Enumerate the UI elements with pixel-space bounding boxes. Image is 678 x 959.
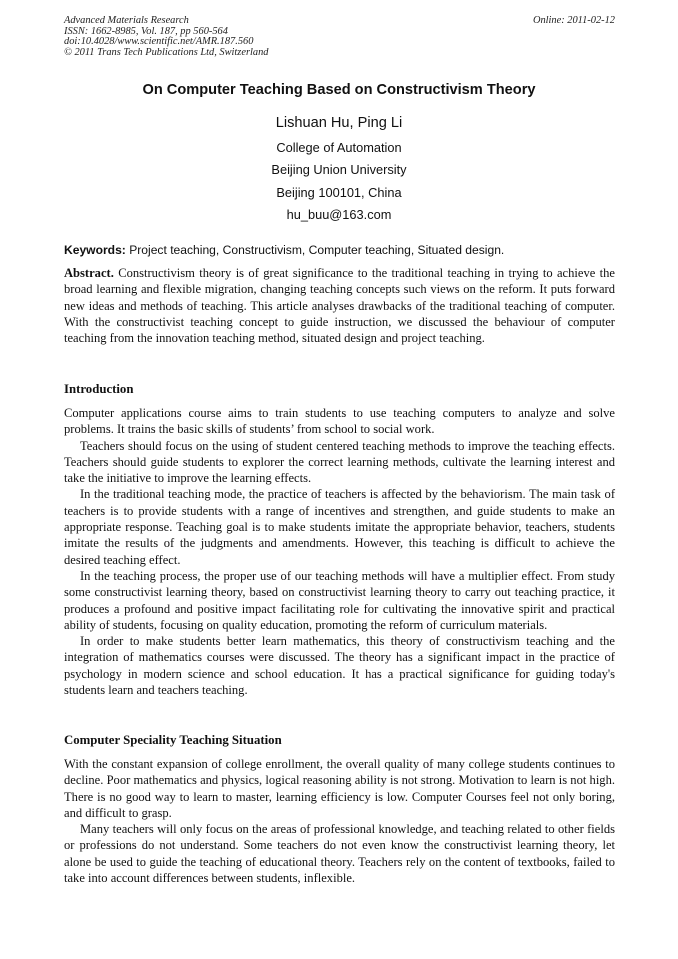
paper-title: On Computer Teaching Based on Constructivism Theory xyxy=(142,82,536,98)
abstract-text: Constructivism theory is of great significance to the traditional teaching in trying to achieve the broad learning and flexible migration, changing teaching concepts such views on the reform. It puts forward new ideas and methods of teaching. This article analyses drawbacks of the traditional teaching of computer. With the constructivist teaching concept to guide instruction, we discussed the behaviour of computer teaching from the innovation teaching method, situated design and project teaching. xyxy=(64,266,615,346)
keywords-label: Keywords: xyxy=(64,243,126,257)
journal-header xyxy=(64,16,615,58)
paragraph: In the traditional teaching mode, the practice of teachers is affected by the behaviorism. The main task of teachers is to provide students with a range of incentives and strengthen, and guide students to make an appropriate response. Teaching goal is to make students imitate the appropriate behavior, teachers, students imitate the results of the judgments and amendments. However, this teaching is difficult to achieve the desired teaching effect. xyxy=(64,487,615,567)
author-email: hu_buu@163.com xyxy=(286,207,392,222)
teaching-situation-body xyxy=(64,756,615,886)
affiliation-university: Beijing Union University xyxy=(271,162,407,177)
online-date: Online: 2011-02-12 xyxy=(532,15,615,26)
keywords-text: Project teaching, Constructivism, Computer teaching, Situated design. xyxy=(125,243,505,257)
paragraph: Teachers should focus on the using of student centered teaching methods to improve the teaching effects. Teachers should guide students to explorer the correct learning methods, cultivate the learning interest and take the initiative to improve the learning effects. xyxy=(64,438,615,486)
paragraph: In order to make students better learn mathematics, this theory of constructivism teaching and the integration of mathematics courses were discussed. The theory has a significant impact in the practice of psychology in modern science and school education. It has a practical significance for guiding today's students learn and teachers teaching. xyxy=(64,634,615,698)
paragraph: In the teaching process, the proper use of our teaching methods will have a multiplier effect. From study some constructivist learning theory, based on constructivist learning theory to carry out teaching practice, it produces a profound and positive impact facilitating role for cultivating the innovative spirit and practical ability of students, focusing on quality education, promoting the reform of curriculum materials. xyxy=(64,568,615,632)
paragraph: Computer applications course aims to train students to use teaching computers to analyze and solve problems. It trains the basic skills of students’ from school to social work. xyxy=(64,406,615,437)
affiliation-city: Beijing 100101, China xyxy=(276,185,402,200)
section-heading-teaching-situation: Computer Speciality Teaching Situation xyxy=(64,733,282,747)
paragraph: With the constant expansion of college enrollment, the overall quality of many college students continues to decline. Poor mathematics and physics, logical reasoning ability is not strong. Motivation to learn is not high. There is no good way to learn to master, learning efficiency is low. Computer Courses feel not only boring, and difficult to grasp. xyxy=(64,757,615,820)
paragraph: Many teachers will only focus on the areas of professional knowledge, and teaching related to other fields or professions do not understand. Some teachers do not even know the constructivist learning theory, let alone be used to guide the teaching of educational theory. Teachers rely on the content of textbooks, failed to take into account differences between students, inflexible. xyxy=(64,822,615,886)
section-heading-introduction: Introduction xyxy=(64,382,134,396)
abstract-label: Abstract. xyxy=(64,266,114,280)
copyright-line: © 2011 Trans Tech Publications Ltd, Switzerland xyxy=(64,46,269,58)
author-list: Lishuan Hu, Ping Li xyxy=(275,115,403,131)
journal-name: Advanced Materials Research xyxy=(64,15,189,26)
issn-line: ISSN: 1662-8985, Vol. 187, pp 560-564 xyxy=(64,25,228,37)
abstract xyxy=(64,265,615,346)
introduction-body xyxy=(64,405,615,698)
keywords-line xyxy=(64,242,615,258)
affiliation-dept: College of Automation xyxy=(276,140,402,155)
doi-line: doi:10.4028/www.scientific.net/AMR.187.560 xyxy=(64,36,254,47)
